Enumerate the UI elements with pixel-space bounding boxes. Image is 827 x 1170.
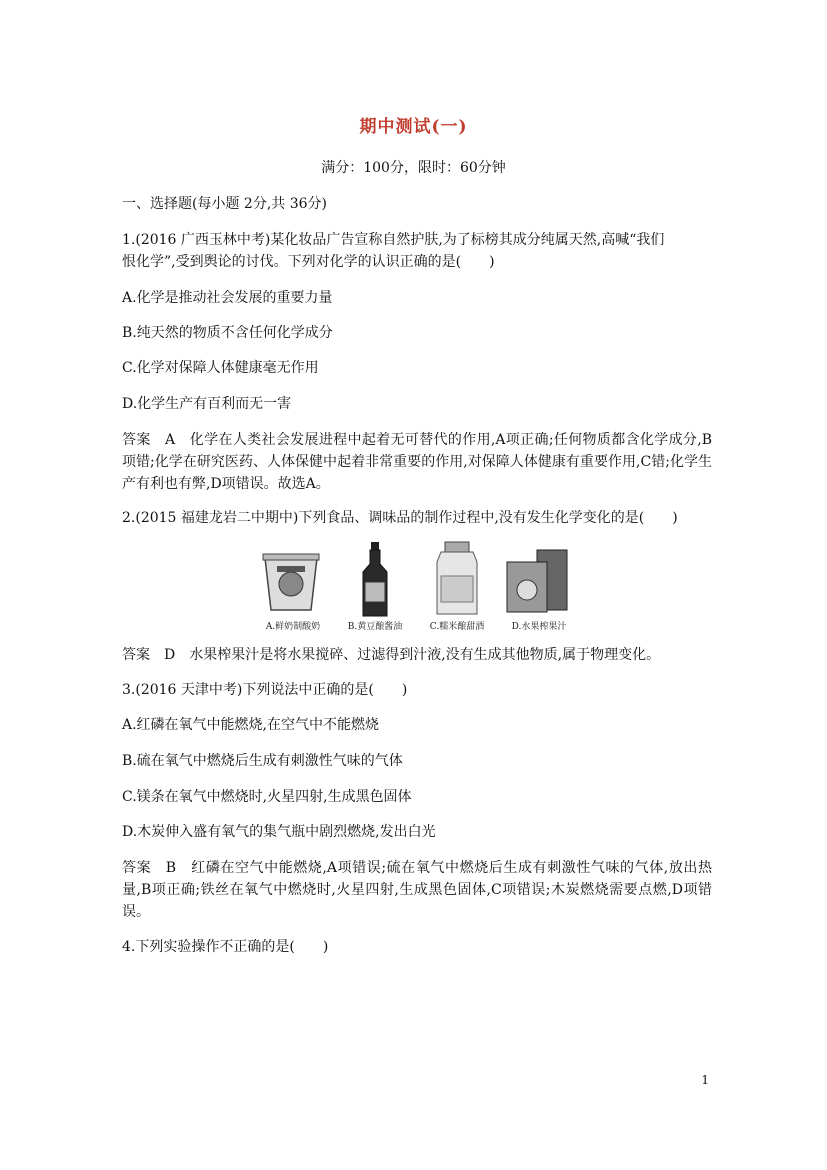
exam-info: 满分：100分，限时：60分钟 (321, 160, 506, 176)
q3-option-d: D.木炭伸入盛有氧气的集气瓶中剧烈燃烧,发出白光 (122, 824, 436, 840)
section-heading: 一、选择题(每小题 2分,共 36分) (122, 196, 327, 212)
caption-c: C.糯米酿甜酒 (429, 622, 485, 632)
q1-option-b: B.纯天然的物质不含任何化学成分 (122, 325, 333, 341)
caption-d: D.水果榨果汁 (511, 622, 567, 632)
page-title: 期中测试(一) (359, 117, 468, 137)
soy-sauce-image (337, 540, 413, 632)
q1-stem-line2: 恨化学”,受到舆论的讨伐。下列对化学的认识正确的是( ) (122, 254, 495, 270)
rice-wine-image (419, 540, 495, 632)
q2-stem: 2.(2015 福建龙岩二中期中)下列食品、调味品的制作过程中,没有发生化学变化的是( ) (122, 510, 678, 526)
q3-option-b: B.硫在氧气中燃烧后生成有刺激性气味的气体 (122, 753, 403, 769)
q1-answer: 答案 A 化学在人类社会发展进程中起着无可替代的作用,A项正确;任何物质都含化学成分,B项错;化学在研究医药、人体保健中起着非常重要的作用,对保障人体健康有重要作用,C错;化学生产有利也有弊,D项错误。故选A。 (122, 432, 712, 492)
q1-option-a: A.化学是推动社会发展的重要力量 (122, 290, 333, 306)
q3-stem: 3.(2016 天津中考)下列说法中正确的是( ) (122, 682, 408, 698)
page-number: 1 (701, 1073, 709, 1087)
caption-b: B.黄豆酿酱油 (347, 622, 403, 632)
q4-stem: 4.下列实验操作不正确的是( ) (122, 939, 329, 955)
yogurt-image (255, 540, 331, 632)
q2-figure (255, 540, 575, 632)
q1-stem-line1: 1.(2016 广西玉林中考)某化妆品广告宣称自然护肤,为了标榜其成分纯属天然,高喊“我们 (122, 232, 665, 248)
q3-answer: 答案 B 红磷在空气中能燃烧,A项错误;硫在氧气中燃烧后生成有刺激性气味的气体,放出热量,B项正确;铁丝在氧气中燃烧时,火星四射,生成黑色固体,C项错误;木炭燃烧需要点燃,D项错误。 (122, 860, 712, 920)
q1-option-d: D.化学生产有百利而无一害 (122, 396, 292, 412)
q3-option-c: C.镁条在氧气中燃烧时,火星四射,生成黑色固体 (122, 789, 412, 805)
juice-image (501, 540, 577, 632)
caption-a: A.鲜奶制酸奶 (265, 622, 321, 632)
q3-option-a: A.红磷在氧气中能燃烧,在空气中不能燃烧 (122, 717, 380, 733)
q1-option-c: C.化学对保障人体健康毫无作用 (122, 360, 319, 376)
q2-answer: 答案 D 水果榨果汁是将水果搅碎、过滤得到汁液,没有生成其他物质,属于物理变化。 (122, 647, 661, 663)
